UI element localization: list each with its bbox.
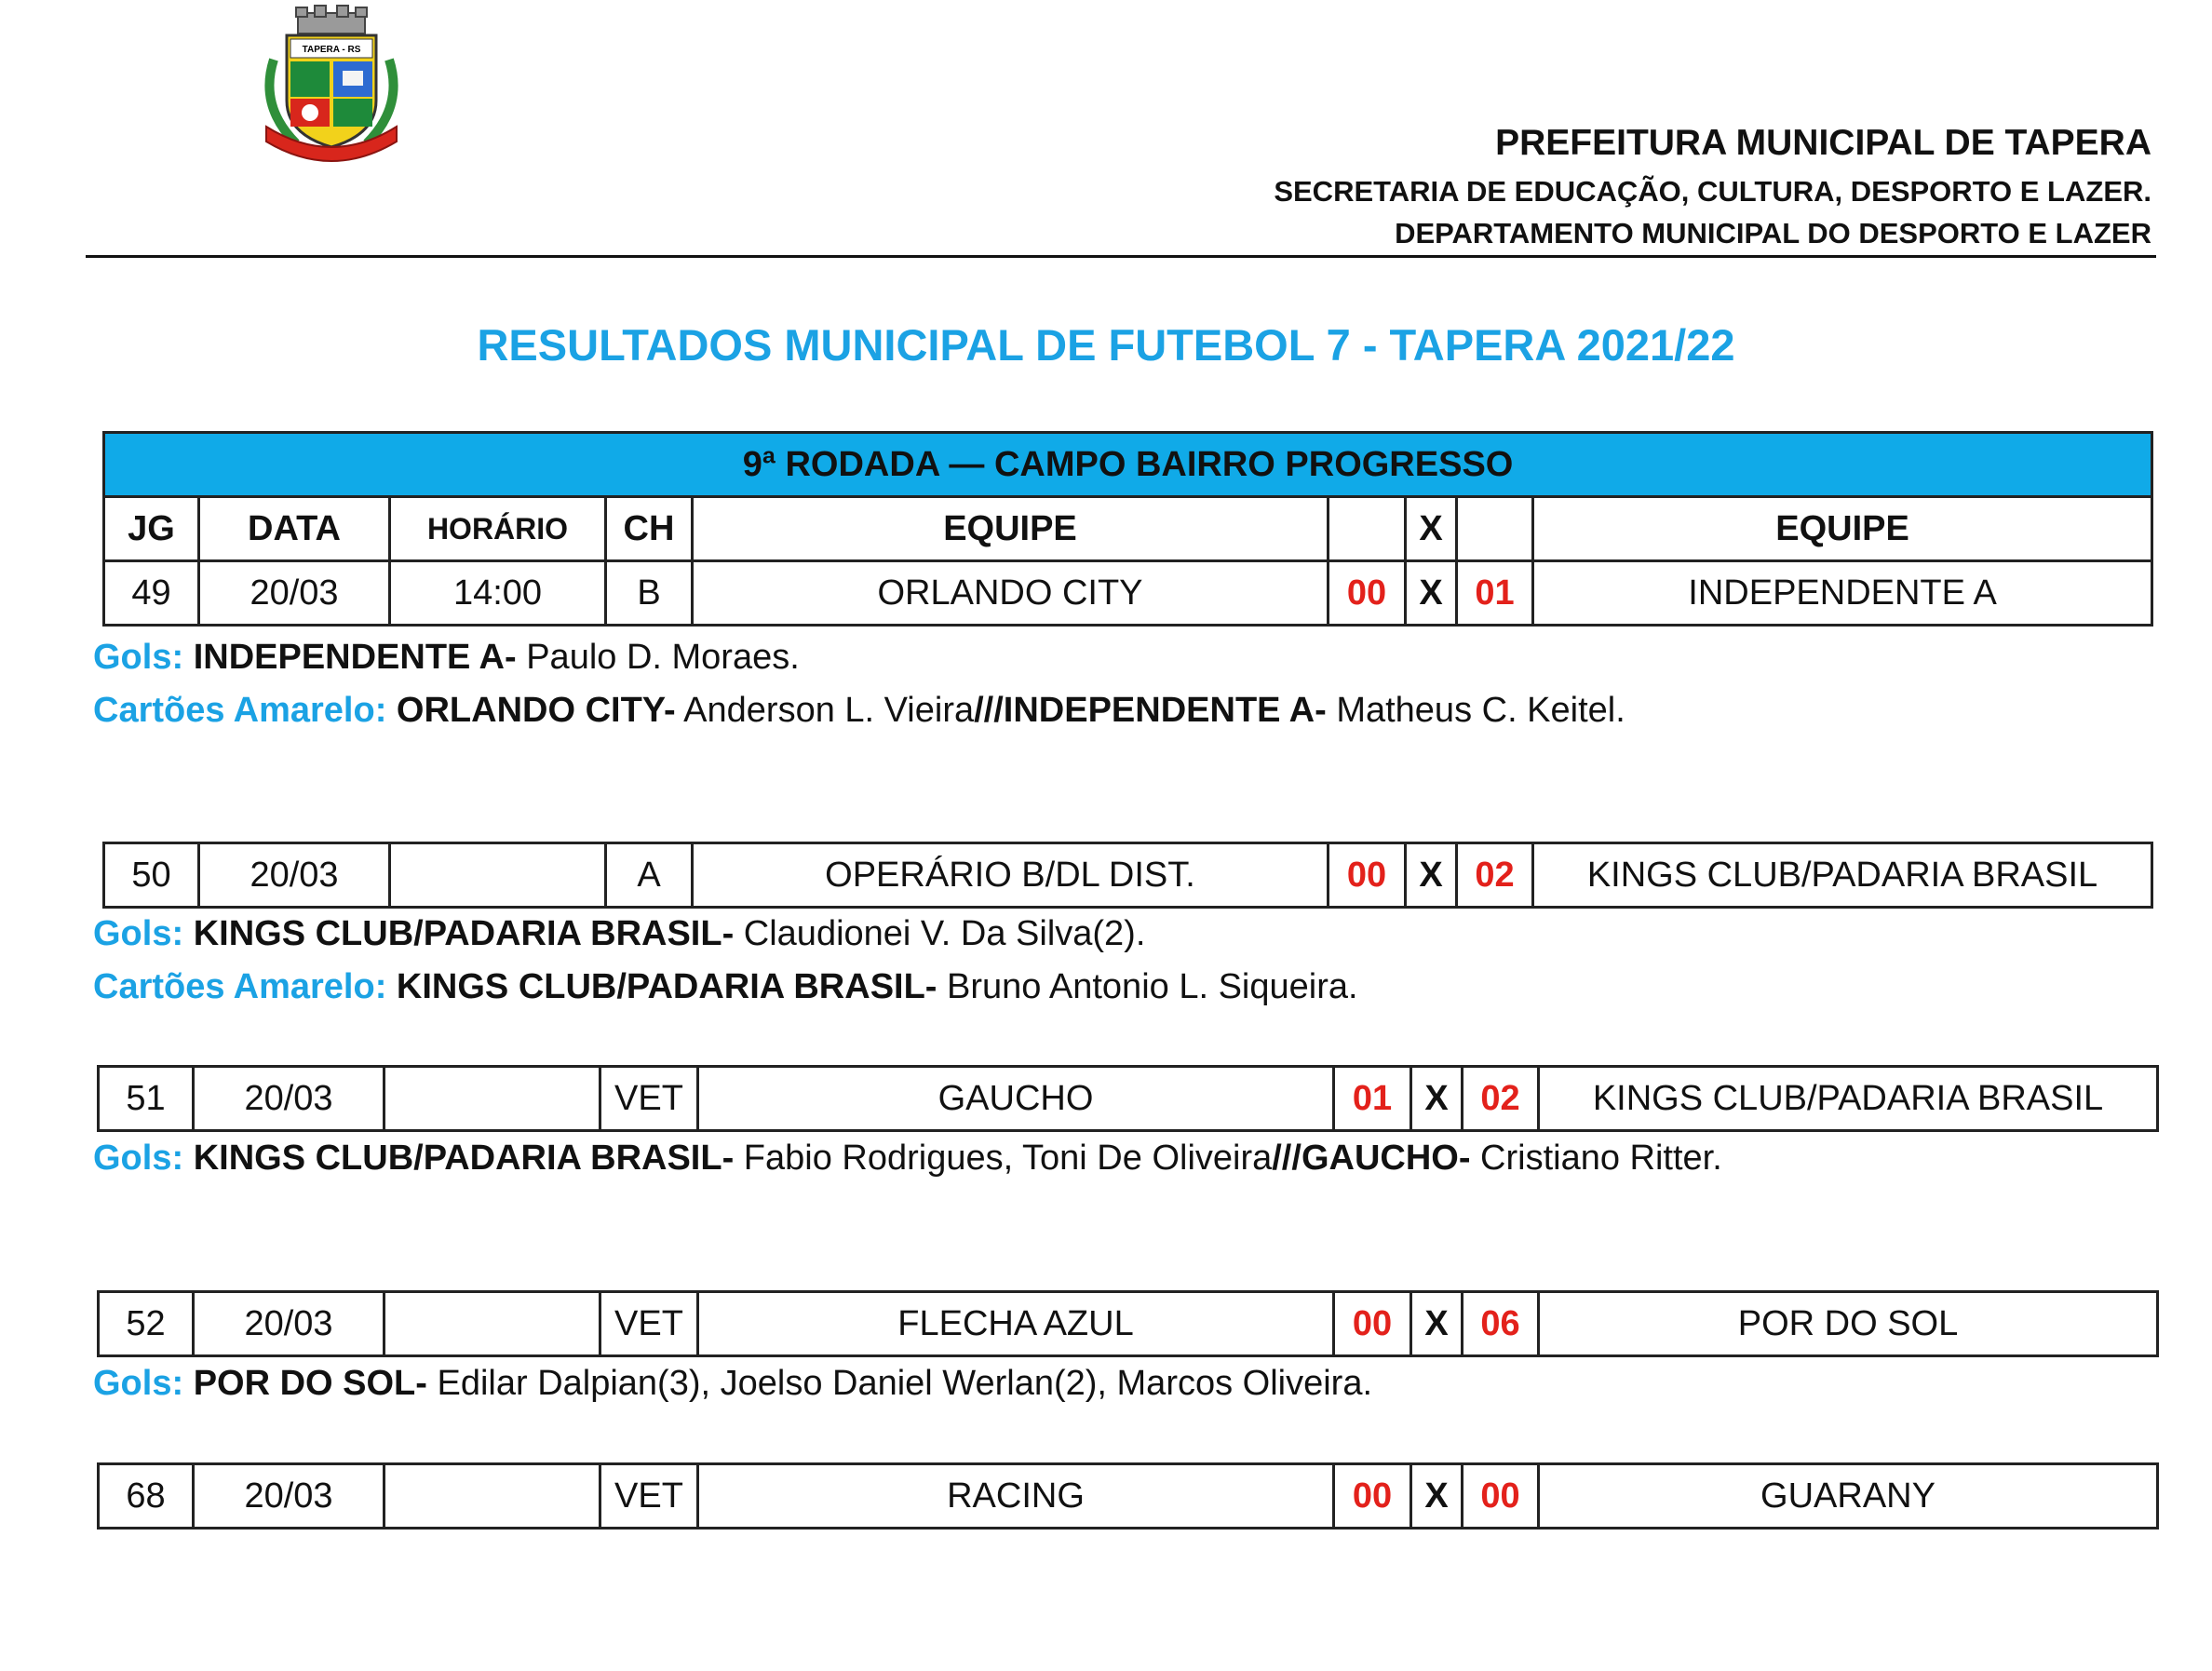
yellow-cards-line: Cartões Amarelo: ORLANDO CITY- Anderson L. Vieira///INDEPENDENTE A- Matheus C. Keitel. [93, 691, 1625, 730]
versus-mark: X [1411, 1464, 1463, 1529]
game-category: A [606, 843, 693, 908]
game-jg: 51 [99, 1067, 194, 1131]
header-prefeitura: PREFEITURA MUNICIPAL DE TAPERA [1495, 123, 2151, 163]
home-team: RACING [698, 1464, 1334, 1529]
col-header-x: X [1406, 497, 1457, 561]
game-row [99, 1464, 2158, 1529]
game-date: 20/03 [199, 843, 390, 908]
away-score: 00 [1463, 1464, 1539, 1529]
away-score: 02 [1457, 843, 1533, 908]
game-date: 20/03 [199, 561, 390, 626]
home-team: GAUCHO [698, 1067, 1334, 1131]
away-team: INDEPENDENTE A [1533, 561, 2152, 626]
versus-mark: X [1411, 1067, 1463, 1131]
col-header-blank-right [1457, 497, 1533, 561]
game-row [99, 1292, 2158, 1356]
game-time [390, 843, 606, 908]
home-score: 00 [1334, 1464, 1411, 1529]
game-date: 20/03 [194, 1292, 384, 1356]
col-header-blank-left [1329, 497, 1406, 561]
game-time: 14:00 [390, 561, 606, 626]
results-table-game-52 [97, 1290, 2159, 1357]
game-time [384, 1067, 600, 1131]
home-team: ORLANDO CITY [693, 561, 1329, 626]
results-table-game-68 [97, 1462, 2159, 1530]
goals-line: Gols: POR DO SOL- Edilar Dalpian(3), Joelso Daniel Werlan(2), Marcos Oliveira. [93, 1364, 1373, 1403]
results-table-round-9 [102, 431, 2153, 627]
game-time [384, 1292, 600, 1356]
game-category: VET [600, 1464, 698, 1529]
round-banner: 9ª RODADA — CAMPO BAIRRO PROGRESSO [104, 433, 2152, 497]
goals-line: Gols: KINGS CLUB/PADARIA BRASIL- Claudionei V. Da Silva(2). [93, 914, 1146, 953]
game-row [104, 843, 2152, 908]
results-table-game-51 [97, 1065, 2159, 1132]
versus-mark: X [1406, 561, 1457, 626]
away-score: 02 [1463, 1067, 1539, 1131]
away-team: KINGS CLUB/PADARIA BRASIL [1539, 1067, 2158, 1131]
header-secretaria: SECRETARIA DE EDUCAÇÃO, CULTURA, DESPORTO E LAZER. [1274, 175, 2151, 208]
away-team: GUARANY [1539, 1464, 2158, 1529]
game-category: B [606, 561, 693, 626]
away-score: 06 [1463, 1292, 1539, 1356]
col-header-horario: HORÁRIO [390, 497, 606, 561]
game-category: VET [600, 1067, 698, 1131]
game-time [384, 1464, 600, 1529]
game-date: 20/03 [194, 1464, 384, 1529]
yellow-cards-line: Cartões Amarelo: KINGS CLUB/PADARIA BRASIL- Bruno Antonio L. Siqueira. [93, 967, 1358, 1006]
home-team: FLECHA AZUL [698, 1292, 1334, 1356]
game-row [99, 1067, 2158, 1131]
col-header-equipe-home: EQUIPE [693, 497, 1329, 561]
home-score: 00 [1329, 561, 1406, 626]
home-team: OPERÁRIO B/DL DIST. [693, 843, 1329, 908]
home-score: 00 [1334, 1292, 1411, 1356]
away-team: POR DO SOL [1539, 1292, 2158, 1356]
col-header-jg: JG [104, 497, 199, 561]
crest-caption: TAPERA - RS [302, 45, 361, 55]
header-divider [86, 255, 2156, 258]
game-jg: 50 [104, 843, 199, 908]
column-header-row [104, 497, 2152, 561]
versus-mark: X [1406, 843, 1457, 908]
versus-mark: X [1411, 1292, 1463, 1356]
game-date: 20/03 [194, 1067, 384, 1131]
game-row [104, 561, 2152, 626]
page-title: RESULTADOS MUNICIPAL DE FUTEBOL 7 - TAPERA 2021/22 [477, 320, 1735, 370]
away-score: 01 [1457, 561, 1533, 626]
goals-line: Gols: INDEPENDENTE A- Paulo D. Moraes. [93, 638, 800, 677]
home-score: 01 [1334, 1067, 1411, 1131]
game-category: VET [600, 1292, 698, 1356]
goals-line: Gols: KINGS CLUB/PADARIA BRASIL- Fabio Rodrigues, Toni De Oliveira///GAUCHO- Cristiano Ritter. [93, 1139, 1722, 1178]
results-table-game-50 [102, 842, 2153, 909]
municipal-crest-logo [250, 4, 413, 168]
game-jg: 49 [104, 561, 199, 626]
col-header-equipe-away: EQUIPE [1533, 497, 2152, 561]
home-score: 00 [1329, 843, 1406, 908]
col-header-data: DATA [199, 497, 390, 561]
game-jg: 52 [99, 1292, 194, 1356]
game-jg: 68 [99, 1464, 194, 1529]
away-team: KINGS CLUB/PADARIA BRASIL [1533, 843, 2152, 908]
header-departamento: DEPARTAMENTO MUNICIPAL DO DESPORTO E LAZER [1395, 217, 2151, 249]
col-header-ch: CH [606, 497, 693, 561]
